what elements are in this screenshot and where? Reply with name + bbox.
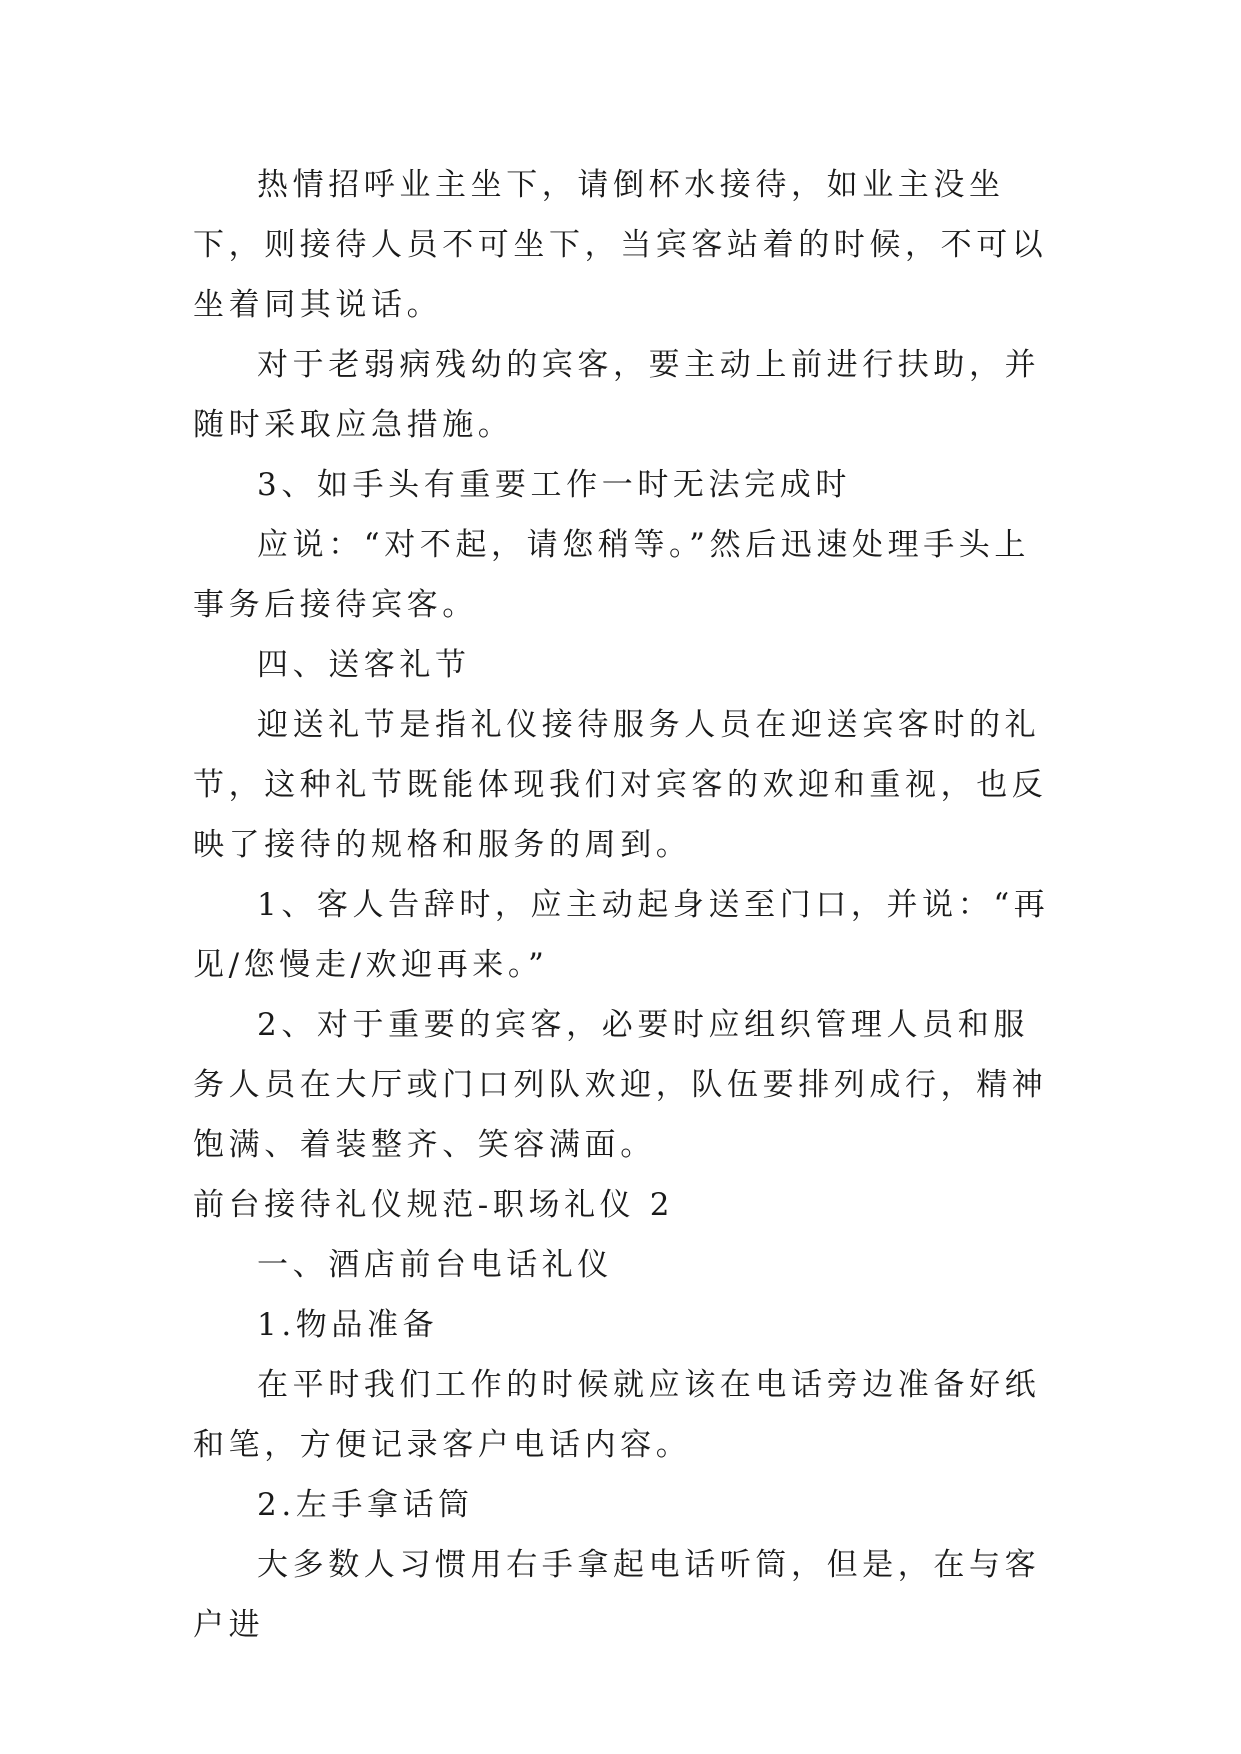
- section-heading-phone: 一、酒店前台电话礼仪: [257, 1247, 613, 1283]
- subheading-preparation: 1.物品准备: [257, 1307, 439, 1343]
- section-title: 前台接待礼仪规范-职场礼仪 2: [193, 1187, 675, 1223]
- paragraph-farewell-intro: 迎送礼节是指礼仪接待服务人员在迎送宾客时的礼节，这种礼节既能体现我们对宾客的欢迎和重视，也反映了接待的规格和服务的周到。: [193, 707, 1048, 863]
- paragraph-greeting: 热情招呼业主坐下，请倒杯水接待，如业主没坐下，则接待人员不可坐下，当宾客站着的时候，不可以坐着同其说话。: [193, 167, 1048, 323]
- paragraph-busy-heading: 3、如手头有重要工作一时无法完成时: [257, 467, 851, 503]
- paragraph-elderly-assist: 对于老弱病残幼的宾客，要主动上前进行扶助，并随时采取应急措施。: [193, 347, 1041, 443]
- paragraph-busy-response: 应说：“对不起，请您稍等。”然后迅速处理手头上事务后接待宾客。: [193, 527, 1030, 623]
- subheading-left-hand: 2.左手拿话筒: [257, 1487, 474, 1523]
- paragraph-preparation: 在平时我们工作的时候就应该在电话旁边准备好纸和笔，方便记录客户电话内容。: [193, 1367, 1041, 1463]
- paragraph-farewell-2: 2、对于重要的宾客，必要时应组织管理人员和服务人员在大厅或门口列队欢迎，队伍要排列成行，精神饱满、着装整齐、笑容满面。: [193, 1007, 1048, 1163]
- document-body: [193, 155, 1053, 1655]
- section-heading-farewell: 四、送客礼节: [257, 647, 471, 683]
- paragraph-left-hand: 大多数人习惯用右手拿起电话听筒，但是，在与客户进: [193, 1547, 1041, 1643]
- paragraph-farewell-1: 1、客人告辞时，应主动起身送至门口，并说：“再见/您慢走/欢迎再来。”: [193, 887, 1050, 983]
